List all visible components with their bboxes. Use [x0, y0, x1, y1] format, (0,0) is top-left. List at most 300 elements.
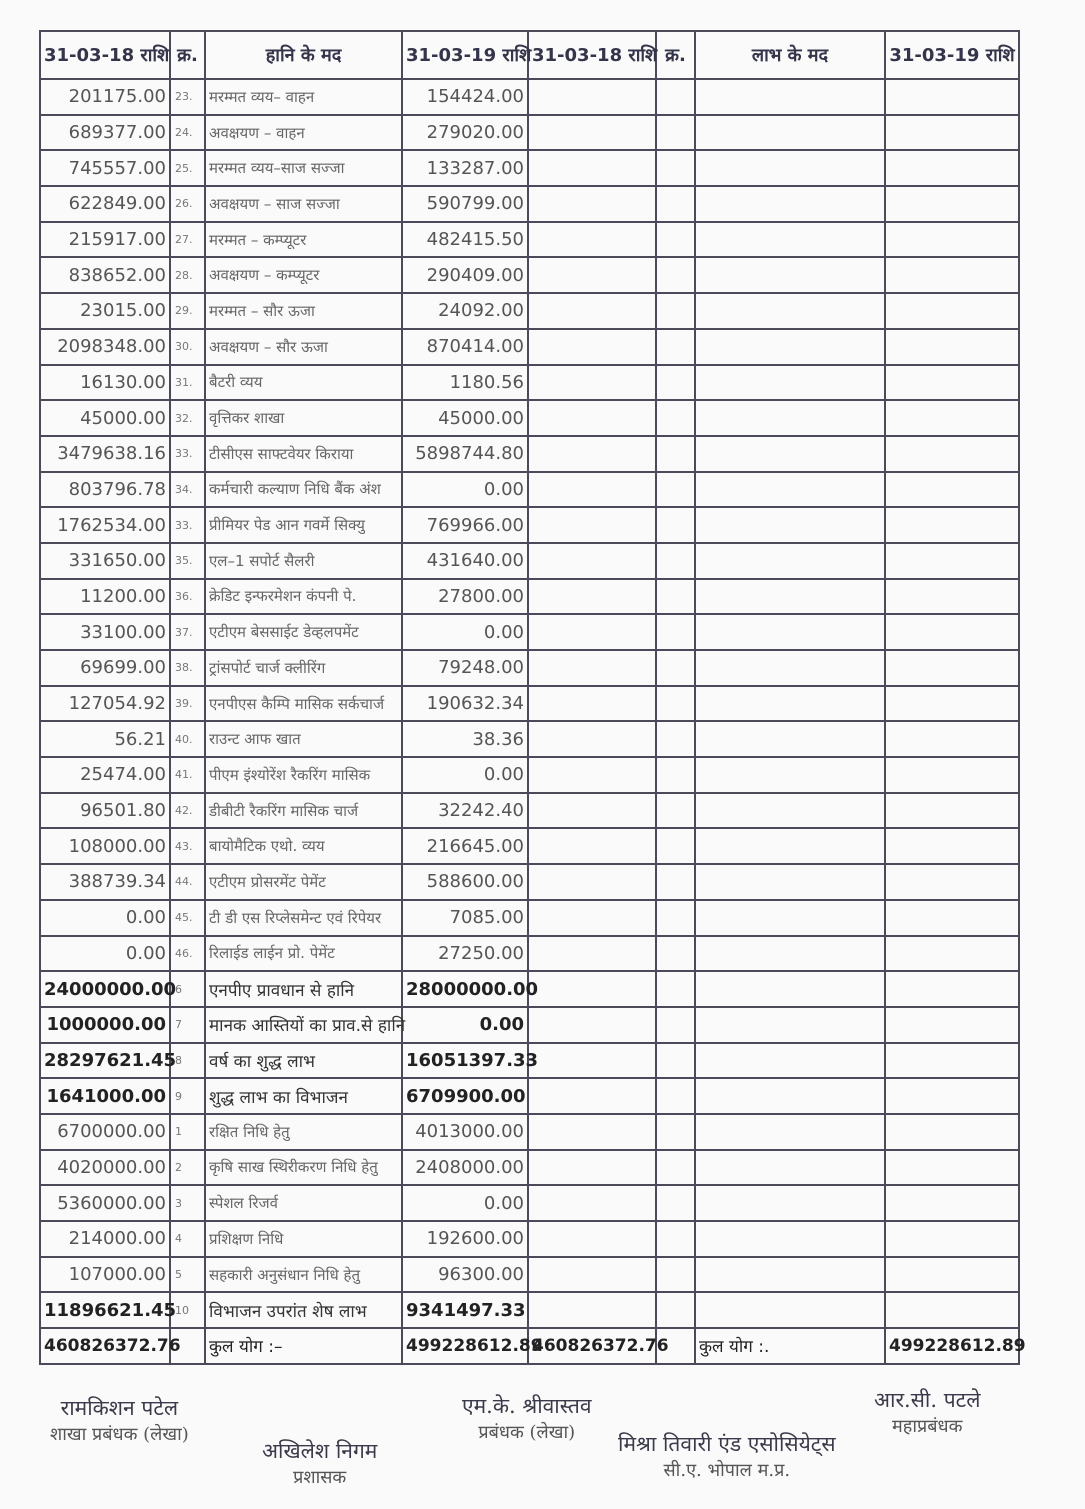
total-loss-label: कुल योग :–	[205, 1328, 402, 1364]
loss-serial: 40.	[170, 721, 205, 757]
profit-serial	[656, 365, 695, 401]
loss-curr-amount: 431640.00	[402, 543, 528, 579]
loss-item: राउन्ट आफ खात	[205, 721, 402, 757]
loss-curr-amount: 27250.00	[402, 936, 528, 972]
loss-item: डीबीटी रैकरिंग मासिक चार्ज	[205, 793, 402, 829]
signature-name: एम.के. श्रीवास्तव	[462, 1394, 592, 1418]
loss-prev-amount: 25474.00	[40, 757, 170, 793]
loss-serial: 1	[170, 1114, 205, 1150]
loss-curr-amount: 4013000.00	[402, 1114, 528, 1150]
loss-item: एटीएम प्रोसरमेंट पेमेंट	[205, 864, 402, 900]
profit-serial	[656, 1292, 695, 1328]
loss-curr-amount: 1180.56	[402, 365, 528, 401]
loss-item: शुद्ध लाभ का विभाजन	[205, 1078, 402, 1114]
loss-curr-amount: 870414.00	[402, 329, 528, 365]
table-row	[40, 757, 1019, 793]
profit-curr-amount	[885, 222, 1019, 258]
loss-item: रक्षित निधि हेतु	[205, 1114, 402, 1150]
loss-serial: 46.	[170, 936, 205, 972]
table-row	[40, 472, 1019, 508]
profit-serial	[656, 686, 695, 722]
loss-serial: 43.	[170, 828, 205, 864]
loss-serial: 5	[170, 1257, 205, 1293]
total-profit-curr: 499228612.89	[885, 1328, 1019, 1364]
signature-role: शाखा प्रबंधक (लेखा)	[50, 1424, 189, 1445]
profit-prev-amount	[528, 150, 656, 186]
profit-prev-amount	[528, 721, 656, 757]
profit-item	[695, 543, 885, 579]
profit-item	[695, 650, 885, 686]
loss-prev-amount: 45000.00	[40, 400, 170, 436]
loss-curr-amount: 96300.00	[402, 1257, 528, 1293]
loss-item: मानक आस्तियों का प्राव.से हानि	[205, 1007, 402, 1043]
profit-curr-amount	[885, 1007, 1019, 1043]
table-row	[40, 222, 1019, 258]
loss-prev-amount: 214000.00	[40, 1221, 170, 1257]
total-row	[40, 1328, 1019, 1364]
total-loss-prev: 460826372.76	[40, 1328, 170, 1364]
signature-name: मिश्रा तिवारी एंड एसोसियेट्स	[618, 1432, 836, 1456]
profit-prev-amount	[528, 436, 656, 472]
profit-prev-amount	[528, 900, 656, 936]
profit-serial	[656, 1043, 695, 1079]
loss-prev-amount: 24000000.00	[40, 971, 170, 1007]
profit-prev-amount	[528, 1257, 656, 1293]
loss-serial: 26.	[170, 186, 205, 222]
table-row	[40, 721, 1019, 757]
signature-name: आर.सी. पटले	[874, 1388, 981, 1412]
profit-item	[695, 1185, 885, 1221]
signature-general-manager	[874, 1386, 980, 1438]
profit-prev-amount	[528, 971, 656, 1007]
loss-curr-amount: 216645.00	[402, 828, 528, 864]
profit-prev-amount	[528, 1078, 656, 1114]
total-loss-curr: 499228612.89	[402, 1328, 528, 1364]
loss-serial: 31.	[170, 365, 205, 401]
profit-serial	[656, 579, 695, 615]
loss-prev-amount: 0.00	[40, 900, 170, 936]
loss-item: पीएम इंश्योरेंश रैकरिंग मासिक	[205, 757, 402, 793]
profit-prev-amount	[528, 115, 656, 151]
table-row	[40, 579, 1019, 615]
profit-curr-amount	[885, 1185, 1019, 1221]
profit-item	[695, 1007, 885, 1043]
loss-item: टीसीएस साफ्टवेयर किराया	[205, 436, 402, 472]
profit-item	[695, 186, 885, 222]
profit-prev-amount	[528, 1185, 656, 1221]
table-row	[40, 1007, 1019, 1043]
profit-curr-amount	[885, 186, 1019, 222]
loss-curr-amount: 769966.00	[402, 507, 528, 543]
profit-item	[695, 721, 885, 757]
signature-auditor	[618, 1430, 836, 1482]
loss-item: अवक्षयण – साज सज्जा	[205, 186, 402, 222]
profit-item	[695, 400, 885, 436]
profit-item	[695, 757, 885, 793]
profit-curr-amount	[885, 293, 1019, 329]
loss-prev-amount: 107000.00	[40, 1257, 170, 1293]
profit-serial	[656, 757, 695, 793]
profit-serial	[656, 115, 695, 151]
profit-item	[695, 293, 885, 329]
loss-curr-amount: 154424.00	[402, 79, 528, 115]
loss-prev-amount: 689377.00	[40, 115, 170, 151]
loss-item: प्रशिक्षण निधि	[205, 1221, 402, 1257]
profit-prev-amount	[528, 1007, 656, 1043]
profit-curr-amount	[885, 472, 1019, 508]
loss-curr-amount: 133287.00	[402, 150, 528, 186]
loss-prev-amount: 69699.00	[40, 650, 170, 686]
loss-item: स्पेशल रिजर्व	[205, 1185, 402, 1221]
loss-curr-amount: 590799.00	[402, 186, 528, 222]
loss-prev-amount: 0.00	[40, 936, 170, 972]
profit-item	[695, 79, 885, 115]
loss-item: बैटरी व्यय	[205, 365, 402, 401]
profit-serial	[656, 614, 695, 650]
loss-item: वर्ष का शुद्ध लाभ	[205, 1043, 402, 1079]
profit-curr-amount	[885, 1078, 1019, 1114]
profit-item	[695, 1292, 885, 1328]
profit-item	[695, 1043, 885, 1079]
loss-serial: 42.	[170, 793, 205, 829]
table-row	[40, 507, 1019, 543]
table-row	[40, 650, 1019, 686]
loss-serial: 23.	[170, 79, 205, 115]
header-loss-curr-amount: 31-03-19 राशि	[402, 31, 528, 79]
header-profit-curr-amount: 31-03-19 राशि	[885, 31, 1019, 79]
profit-serial	[656, 1114, 695, 1150]
table-row	[40, 1257, 1019, 1293]
profit-item	[695, 793, 885, 829]
header-profit-item: लाभ के मद	[695, 31, 885, 79]
profit-serial	[656, 1221, 695, 1257]
profit-item	[695, 1078, 885, 1114]
loss-item: प्रीमियर पेड आन गवर्मे सिक्यु	[205, 507, 402, 543]
loss-serial: 7	[170, 1007, 205, 1043]
loss-item: मरम्मत – सौर ऊजा	[205, 293, 402, 329]
profit-item	[695, 971, 885, 1007]
profit-item	[695, 329, 885, 365]
profit-item	[695, 507, 885, 543]
profit-prev-amount	[528, 1221, 656, 1257]
profit-curr-amount	[885, 329, 1019, 365]
table-row	[40, 543, 1019, 579]
profit-serial	[656, 721, 695, 757]
table-row	[40, 864, 1019, 900]
signature-role: प्रबंधक (लेखा)	[478, 1422, 576, 1443]
loss-item: ट्रांसपोर्ट चार्ज क्लीरिंग	[205, 650, 402, 686]
profit-curr-amount	[885, 543, 1019, 579]
loss-curr-amount: 0.00	[402, 472, 528, 508]
signature-name: अखिलेश निगम	[262, 1439, 378, 1463]
table-row	[40, 79, 1019, 115]
profit-curr-amount	[885, 436, 1019, 472]
table-row	[40, 686, 1019, 722]
loss-curr-amount: 0.00	[402, 1185, 528, 1221]
profit-curr-amount	[885, 936, 1019, 972]
profit-item	[695, 579, 885, 615]
profit-serial	[656, 793, 695, 829]
loss-item: एल–1 सपोर्ट सैलरी	[205, 543, 402, 579]
profit-serial	[656, 900, 695, 936]
loss-curr-amount: 192600.00	[402, 1221, 528, 1257]
profit-item	[695, 1221, 885, 1257]
signature-name: रामकिशन पटेल	[60, 1396, 179, 1420]
loss-serial: 10	[170, 1292, 205, 1328]
total-profit-prev: 460826372.76	[528, 1328, 656, 1364]
table-row	[40, 828, 1019, 864]
signature-role: प्रशासक	[293, 1467, 347, 1488]
profit-item	[695, 257, 885, 293]
loss-serial: 45.	[170, 900, 205, 936]
profit-curr-amount	[885, 579, 1019, 615]
loss-item: अवक्षयण – कम्प्यूटर	[205, 257, 402, 293]
loss-prev-amount: 622849.00	[40, 186, 170, 222]
profit-prev-amount	[528, 828, 656, 864]
table-row	[40, 793, 1019, 829]
loss-item: सहकारी अनुसंधान निधि हेतु	[205, 1257, 402, 1293]
profit-curr-amount	[885, 257, 1019, 293]
profit-item	[695, 1150, 885, 1186]
loss-serial: 32.	[170, 400, 205, 436]
loss-serial: 37.	[170, 614, 205, 650]
profit-serial	[656, 1078, 695, 1114]
loss-prev-amount: 6700000.00	[40, 1114, 170, 1150]
loss-serial: 38.	[170, 650, 205, 686]
loss-prev-amount: 11200.00	[40, 579, 170, 615]
profit-serial	[656, 329, 695, 365]
profit-item	[695, 864, 885, 900]
profit-item	[695, 936, 885, 972]
profit-prev-amount	[528, 507, 656, 543]
loss-prev-amount: 23015.00	[40, 293, 170, 329]
profit-serial	[656, 257, 695, 293]
loss-curr-amount: 190632.34	[402, 686, 528, 722]
loss-curr-amount: 482415.50	[402, 222, 528, 258]
loss-curr-amount: 9341497.33	[402, 1292, 528, 1328]
profit-prev-amount	[528, 543, 656, 579]
profit-serial	[656, 1007, 695, 1043]
profit-prev-amount	[528, 579, 656, 615]
profit-prev-amount	[528, 1150, 656, 1186]
loss-prev-amount: 1000000.00	[40, 1007, 170, 1043]
profit-prev-amount	[528, 329, 656, 365]
loss-curr-amount: 79248.00	[402, 650, 528, 686]
loss-serial: 28.	[170, 257, 205, 293]
profit-curr-amount	[885, 828, 1019, 864]
profit-prev-amount	[528, 614, 656, 650]
table-row	[40, 1150, 1019, 1186]
loss-item: एनपीएस कैम्पि मासिक सर्कचार्ज	[205, 686, 402, 722]
loss-prev-amount: 388739.34	[40, 864, 170, 900]
profit-item	[695, 472, 885, 508]
loss-curr-amount: 28000000.00	[402, 971, 528, 1007]
loss-curr-amount: 6709900.00	[402, 1078, 528, 1114]
loss-item: टी डी एस रिप्लेसमेन्ट एवं रिपेयर	[205, 900, 402, 936]
ledger-body	[40, 79, 1019, 1328]
total-profit-label: कुल योग :.	[695, 1328, 885, 1364]
signature-administrator	[262, 1437, 377, 1489]
loss-prev-amount: 2098348.00	[40, 329, 170, 365]
profit-serial	[656, 436, 695, 472]
profit-prev-amount	[528, 650, 656, 686]
table-header-row	[40, 31, 1019, 79]
loss-curr-amount: 0.00	[402, 1007, 528, 1043]
profit-item	[695, 828, 885, 864]
loss-curr-amount: 0.00	[402, 757, 528, 793]
profit-serial	[656, 828, 695, 864]
profit-prev-amount	[528, 222, 656, 258]
profit-prev-amount	[528, 864, 656, 900]
loss-prev-amount: 1762534.00	[40, 507, 170, 543]
table-row	[40, 115, 1019, 151]
header-profit-serial: क्र.	[656, 31, 695, 79]
profit-serial	[656, 971, 695, 1007]
loss-serial: 34.	[170, 472, 205, 508]
loss-curr-amount: 5898744.80	[402, 436, 528, 472]
profit-curr-amount	[885, 79, 1019, 115]
profit-curr-amount	[885, 721, 1019, 757]
loss-curr-amount: 45000.00	[402, 400, 528, 436]
loss-item: मरम्मत – कम्प्यूटर	[205, 222, 402, 258]
header-loss-prev-amount: 31-03-18 राशि	[40, 31, 170, 79]
table-row	[40, 150, 1019, 186]
profit-prev-amount	[528, 686, 656, 722]
profit-prev-amount	[528, 257, 656, 293]
loss-curr-amount: 16051397.33	[402, 1043, 528, 1079]
signature-accounts-manager	[462, 1392, 592, 1444]
table-row	[40, 1078, 1019, 1114]
loss-prev-amount: 28297621.45	[40, 1043, 170, 1079]
loss-curr-amount: 588600.00	[402, 864, 528, 900]
loss-prev-amount: 127054.92	[40, 686, 170, 722]
profit-curr-amount	[885, 757, 1019, 793]
profit-serial	[656, 936, 695, 972]
profit-serial	[656, 186, 695, 222]
loss-serial: 27.	[170, 222, 205, 258]
loss-serial: 30.	[170, 329, 205, 365]
table-row	[40, 293, 1019, 329]
profit-curr-amount	[885, 971, 1019, 1007]
loss-curr-amount: 2408000.00	[402, 1150, 528, 1186]
profit-curr-amount	[885, 864, 1019, 900]
table-row	[40, 1221, 1019, 1257]
profit-item	[695, 900, 885, 936]
loss-curr-amount: 279020.00	[402, 115, 528, 151]
loss-curr-amount: 38.36	[402, 721, 528, 757]
header-loss-serial: क्र.	[170, 31, 205, 79]
profit-curr-amount	[885, 1150, 1019, 1186]
loss-item: मरम्मत व्यय–साज सज्जा	[205, 150, 402, 186]
loss-serial: 3	[170, 1185, 205, 1221]
profit-serial	[656, 864, 695, 900]
loss-prev-amount: 56.21	[40, 721, 170, 757]
loss-serial: 35.	[170, 543, 205, 579]
loss-item: अवक्षयण – वाहन	[205, 115, 402, 151]
loss-serial: 2	[170, 1150, 205, 1186]
signature-role: महाप्रबंधक	[892, 1416, 963, 1437]
profit-curr-amount	[885, 1043, 1019, 1079]
profit-curr-amount	[885, 1257, 1019, 1293]
profit-item	[695, 115, 885, 151]
loss-serial: 25.	[170, 150, 205, 186]
profit-serial	[656, 1185, 695, 1221]
profit-curr-amount	[885, 1114, 1019, 1150]
loss-prev-amount: 201175.00	[40, 79, 170, 115]
table-row	[40, 400, 1019, 436]
loss-prev-amount: 33100.00	[40, 614, 170, 650]
profit-loss-table	[39, 30, 1026, 1365]
loss-serial: 36.	[170, 579, 205, 615]
loss-item: कर्मचारी कल्याण निधि बैंक अंश	[205, 472, 402, 508]
profit-serial	[656, 507, 695, 543]
table-row	[40, 436, 1019, 472]
profit-item	[695, 222, 885, 258]
loss-prev-amount: 4020000.00	[40, 1150, 170, 1186]
profit-serial	[656, 150, 695, 186]
table-row	[40, 614, 1019, 650]
profit-item	[695, 614, 885, 650]
loss-serial: 39.	[170, 686, 205, 722]
loss-prev-amount: 1641000.00	[40, 1078, 170, 1114]
loss-item: एटीएम बेससाईट डेव्हलपमेंट	[205, 614, 402, 650]
profit-curr-amount	[885, 115, 1019, 151]
profit-curr-amount	[885, 793, 1019, 829]
profit-prev-amount	[528, 1114, 656, 1150]
table-row	[40, 1185, 1019, 1221]
loss-serial: 33.	[170, 436, 205, 472]
profit-prev-amount	[528, 186, 656, 222]
loss-prev-amount: 745557.00	[40, 150, 170, 186]
loss-item: विभाजन उपरांत शेष लाभ	[205, 1292, 402, 1328]
loss-serial: 4	[170, 1221, 205, 1257]
profit-item	[695, 436, 885, 472]
profit-prev-amount	[528, 293, 656, 329]
loss-prev-amount: 5360000.00	[40, 1185, 170, 1221]
table-row	[40, 900, 1019, 936]
profit-curr-amount	[885, 150, 1019, 186]
profit-curr-amount	[885, 1292, 1019, 1328]
profit-prev-amount	[528, 936, 656, 972]
loss-item: वृत्तिकर शाखा	[205, 400, 402, 436]
loss-item: क्रेडिट इन्फरमेशन कंपनी पे.	[205, 579, 402, 615]
table-row	[40, 1114, 1019, 1150]
loss-prev-amount: 838652.00	[40, 257, 170, 293]
loss-prev-amount: 11896621.45	[40, 1292, 170, 1328]
profit-item	[695, 1257, 885, 1293]
loss-curr-amount: 24092.00	[402, 293, 528, 329]
profit-curr-amount	[885, 507, 1019, 543]
loss-serial: 24.	[170, 115, 205, 151]
loss-serial: 8	[170, 1043, 205, 1079]
profit-curr-amount	[885, 650, 1019, 686]
loss-serial: 9	[170, 1078, 205, 1114]
table-row	[40, 329, 1019, 365]
profit-prev-amount	[528, 79, 656, 115]
loss-item: रिलाईड लाईन प्रो. पेमेंट	[205, 936, 402, 972]
loss-curr-amount: 32242.40	[402, 793, 528, 829]
table-row	[40, 186, 1019, 222]
profit-curr-amount	[885, 900, 1019, 936]
loss-serial: 33.	[170, 507, 205, 543]
loss-curr-amount: 7085.00	[402, 900, 528, 936]
loss-serial: 41.	[170, 757, 205, 793]
loss-item: एनपीए प्रावधान से हानि	[205, 971, 402, 1007]
profit-prev-amount	[528, 1043, 656, 1079]
profit-serial	[656, 1150, 695, 1186]
profit-serial	[656, 543, 695, 579]
loss-curr-amount: 0.00	[402, 614, 528, 650]
